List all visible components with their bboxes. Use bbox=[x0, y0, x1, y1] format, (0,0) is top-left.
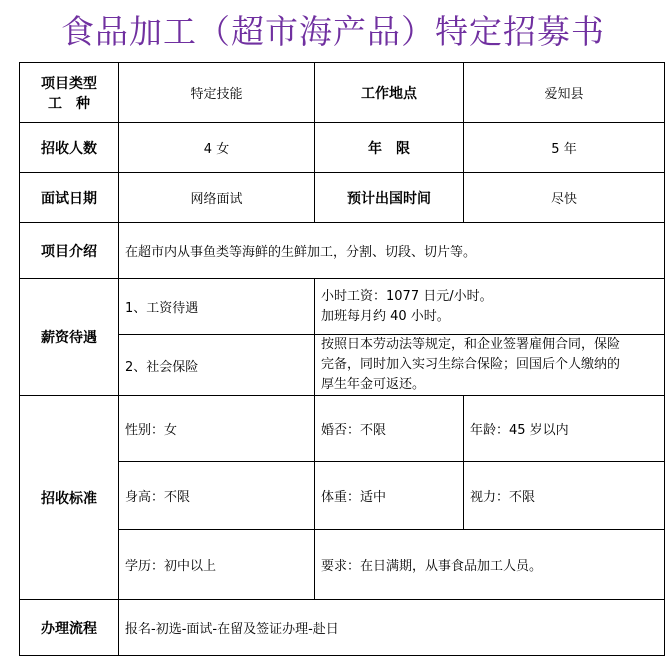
table-row bbox=[20, 396, 665, 462]
salary-item-2-detail bbox=[315, 335, 665, 396]
salary-item-1-detail bbox=[315, 279, 665, 335]
departure-time-label: 预计出国时间 bbox=[315, 173, 464, 223]
criteria-marriage: 婚否：不限 bbox=[315, 396, 464, 462]
table-row bbox=[20, 279, 665, 335]
interview-date-label: 面试日期 bbox=[20, 173, 119, 223]
criteria-requirement: 要求：在日满期，从事食品加工人员。 bbox=[315, 530, 665, 600]
salary-label: 薪资待遇 bbox=[20, 279, 119, 396]
job-type-text: 工 种 bbox=[48, 95, 90, 112]
insurance-line-3: 厚生年金可返还。 bbox=[321, 377, 426, 392]
criteria-weight: 体重：适中 bbox=[315, 462, 464, 530]
departure-time-value: 尽快 bbox=[464, 173, 665, 223]
project-type-label bbox=[20, 63, 119, 123]
insurance-line-2: 完备，同时加入实习生综合保险；回国后个人缴纳的 bbox=[321, 357, 621, 372]
insurance-line-1: 按照日本劳动法等规定，和企业签署雇佣合同，保险 bbox=[321, 337, 621, 352]
intro-value: 在超市内从事鱼类等海鲜的生鲜加工，分割、切段、切片等。 bbox=[119, 223, 665, 279]
work-location-label: 工作地点 bbox=[315, 63, 464, 123]
term-value: 5 年 bbox=[464, 123, 665, 173]
overtime-text: 加班每月约 40 小时。 bbox=[321, 308, 450, 324]
headcount-label: 招收人数 bbox=[20, 123, 119, 173]
criteria-age: 年龄：45 岁以内 bbox=[464, 396, 665, 462]
term-label: 年 限 bbox=[315, 123, 464, 173]
table-row bbox=[20, 173, 665, 223]
project-type-text: 项目类型 bbox=[41, 75, 97, 92]
headcount-value: 4 女 bbox=[119, 123, 315, 173]
project-type-value: 特定技能 bbox=[119, 63, 315, 123]
work-location-value: 爱知县 bbox=[464, 63, 665, 123]
criteria-height: 身高：不限 bbox=[119, 462, 315, 530]
criteria-vision: 视力：不限 bbox=[464, 462, 665, 530]
criteria-gender: 性别：女 bbox=[119, 396, 315, 462]
salary-item-2: 2、社会保险 bbox=[119, 335, 315, 396]
table-row bbox=[20, 600, 665, 656]
criteria-education: 学历：初中以上 bbox=[119, 530, 315, 600]
table-row bbox=[20, 223, 665, 279]
intro-label: 项目介绍 bbox=[20, 223, 119, 279]
interview-date-value: 网络面试 bbox=[119, 173, 315, 223]
table-row bbox=[20, 63, 665, 123]
process-label: 办理流程 bbox=[20, 600, 119, 656]
page-title: 食品加工（超市海产品）特定招募书 bbox=[61, 12, 605, 51]
process-value: 报名-初选-面试-在留及签证办理-赴日 bbox=[119, 600, 665, 656]
hourly-wage-text: 小时工资：1077 日元/小时。 bbox=[321, 288, 493, 304]
table-row bbox=[20, 123, 665, 173]
salary-item-1: 1、工资待遇 bbox=[119, 279, 315, 335]
recruitment-table bbox=[19, 62, 665, 656]
criteria-label: 招收标准 bbox=[20, 396, 119, 600]
